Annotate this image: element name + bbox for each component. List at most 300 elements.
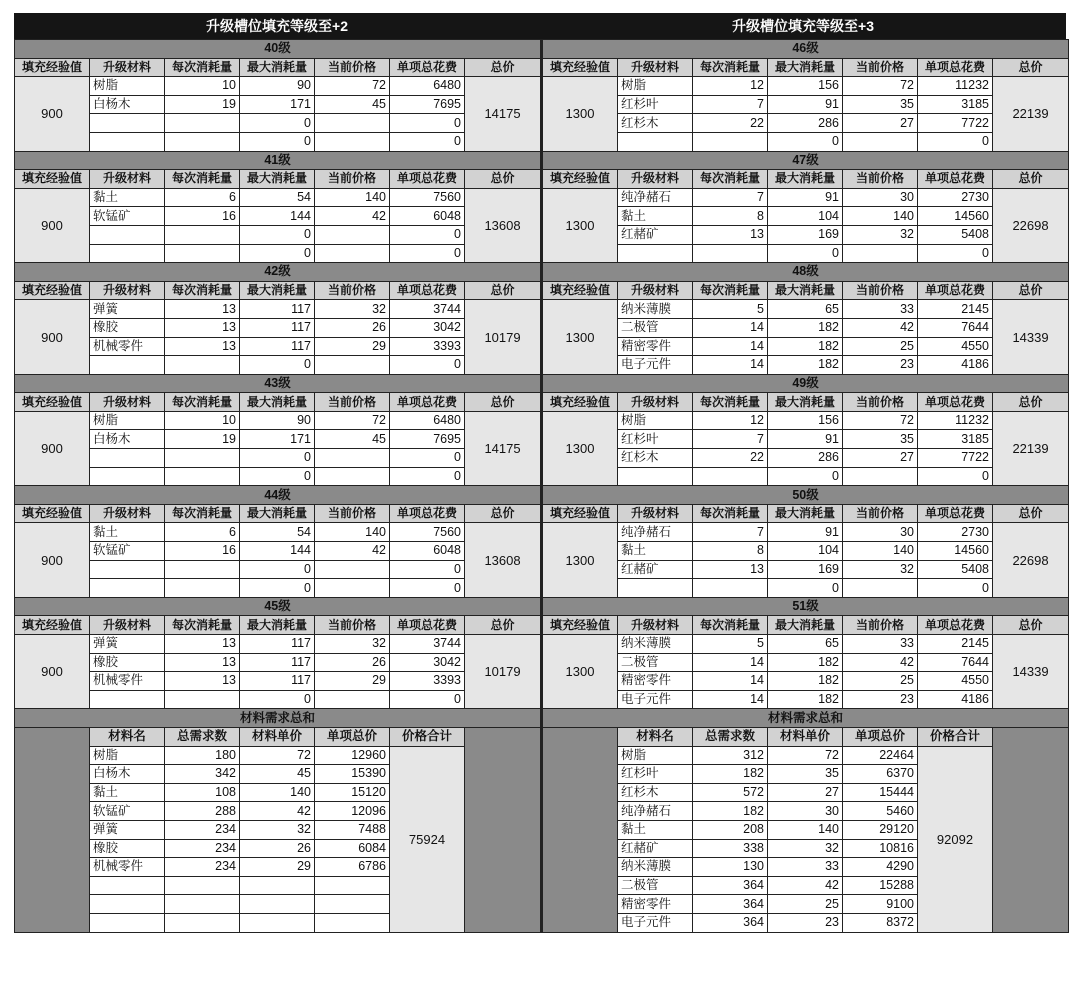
value-cell[interactable]: 42 xyxy=(315,207,390,226)
value-cell[interactable]: 3393 xyxy=(390,337,465,356)
value-cell[interactable]: 54 xyxy=(240,188,315,207)
value-cell[interactable]: 144 xyxy=(240,207,315,226)
summary-value-cell[interactable]: 130 xyxy=(693,858,768,877)
value-cell[interactable]: 30 xyxy=(843,523,918,542)
summary-value-cell[interactable]: 364 xyxy=(693,895,768,914)
summary-value-cell[interactable]: 108 xyxy=(165,783,240,802)
value-cell[interactable] xyxy=(843,579,918,598)
summary-material-cell[interactable]: 红杉木 xyxy=(618,783,693,802)
summary-value-cell[interactable]: 25 xyxy=(768,895,843,914)
value-cell[interactable]: 2145 xyxy=(918,635,993,654)
value-cell[interactable]: 0 xyxy=(240,560,315,579)
value-cell[interactable]: 117 xyxy=(240,672,315,691)
summary-value-cell[interactable]: 29120 xyxy=(843,820,918,839)
value-cell[interactable]: 4550 xyxy=(918,337,993,356)
summary-material-cell[interactable]: 二极管 xyxy=(618,876,693,895)
summary-material-cell[interactable] xyxy=(90,876,165,895)
value-cell[interactable]: 3042 xyxy=(390,653,465,672)
material-cell[interactable]: 红杉叶 xyxy=(618,95,693,114)
summary-material-cell[interactable]: 电子元件 xyxy=(618,913,693,932)
material-cell[interactable]: 红杉木 xyxy=(618,449,693,468)
summary-material-cell[interactable]: 纯净赭石 xyxy=(618,802,693,821)
summary-value-cell[interactable]: 8372 xyxy=(843,913,918,932)
value-cell[interactable]: 91 xyxy=(768,523,843,542)
column-header[interactable]: 最大消耗量 xyxy=(240,281,315,300)
value-cell[interactable]: 32 xyxy=(843,225,918,244)
value-cell[interactable]: 7560 xyxy=(390,188,465,207)
column-header[interactable]: 每次消耗量 xyxy=(165,616,240,635)
value-cell[interactable]: 0 xyxy=(390,560,465,579)
column-header[interactable]: 填充经验值 xyxy=(15,616,90,635)
material-cell[interactable]: 机械零件 xyxy=(90,672,165,691)
summary-value-cell[interactable]: 4290 xyxy=(843,858,918,877)
value-cell[interactable]: 0 xyxy=(390,467,465,486)
summary-value-cell[interactable]: 6084 xyxy=(315,839,390,858)
value-cell[interactable]: 26 xyxy=(315,653,390,672)
level-header[interactable]: 42级 xyxy=(15,263,541,282)
value-cell[interactable]: 0 xyxy=(390,225,465,244)
level-header[interactable]: 50级 xyxy=(543,486,1069,505)
value-cell[interactable]: 0 xyxy=(390,244,465,263)
value-cell[interactable]: 7644 xyxy=(918,653,993,672)
column-header[interactable]: 每次消耗量 xyxy=(165,170,240,189)
total-price-cell[interactable]: 14175 xyxy=(465,411,541,485)
value-cell[interactable]: 13 xyxy=(165,635,240,654)
column-header[interactable]: 最大消耗量 xyxy=(240,170,315,189)
material-cell[interactable] xyxy=(618,132,693,151)
column-header[interactable]: 升级材料 xyxy=(90,281,165,300)
value-cell[interactable]: 23 xyxy=(843,356,918,375)
material-cell[interactable]: 白杨木 xyxy=(90,430,165,449)
value-cell[interactable]: 0 xyxy=(390,690,465,709)
summary-value-cell[interactable]: 140 xyxy=(240,783,315,802)
value-cell[interactable]: 117 xyxy=(240,635,315,654)
summary-value-cell[interactable]: 27 xyxy=(768,783,843,802)
summary-material-cell[interactable]: 弹簧 xyxy=(90,820,165,839)
fill-exp-cell[interactable]: 1300 xyxy=(543,188,618,262)
summary-column-header[interactable]: 材料名 xyxy=(90,727,165,746)
material-cell[interactable]: 橡胶 xyxy=(90,653,165,672)
value-cell[interactable]: 140 xyxy=(315,523,390,542)
summary-material-cell[interactable]: 白杨木 xyxy=(90,765,165,784)
summary-value-cell[interactable]: 42 xyxy=(240,802,315,821)
material-cell[interactable]: 精密零件 xyxy=(618,672,693,691)
value-cell[interactable]: 32 xyxy=(315,300,390,319)
value-cell[interactable]: 7722 xyxy=(918,114,993,133)
column-header[interactable]: 每次消耗量 xyxy=(693,616,768,635)
summary-header[interactable]: 材料需求总和 xyxy=(543,709,1069,728)
value-cell[interactable]: 286 xyxy=(768,449,843,468)
value-cell[interactable]: 6480 xyxy=(390,411,465,430)
fill-exp-cell[interactable]: 1300 xyxy=(543,635,618,709)
value-cell[interactable]: 90 xyxy=(240,411,315,430)
level-header[interactable]: 41级 xyxy=(15,151,541,170)
value-cell[interactable]: 7 xyxy=(693,95,768,114)
summary-value-cell[interactable]: 29 xyxy=(240,858,315,877)
material-cell[interactable] xyxy=(90,690,165,709)
value-cell[interactable]: 156 xyxy=(768,411,843,430)
column-header[interactable]: 最大消耗量 xyxy=(768,58,843,77)
column-header[interactable]: 当前价格 xyxy=(843,58,918,77)
value-cell[interactable]: 33 xyxy=(843,635,918,654)
value-cell[interactable]: 0 xyxy=(240,244,315,263)
column-header[interactable]: 填充经验值 xyxy=(15,504,90,523)
column-header[interactable]: 单项总花费 xyxy=(390,616,465,635)
value-cell[interactable]: 6048 xyxy=(390,542,465,561)
value-cell[interactable]: 7560 xyxy=(390,523,465,542)
material-cell[interactable]: 二极管 xyxy=(618,653,693,672)
column-header[interactable]: 填充经验值 xyxy=(543,281,618,300)
value-cell[interactable]: 8 xyxy=(693,542,768,561)
summary-value-cell[interactable]: 140 xyxy=(768,820,843,839)
value-cell[interactable]: 0 xyxy=(240,467,315,486)
value-cell[interactable]: 6048 xyxy=(390,207,465,226)
summary-value-cell[interactable]: 15288 xyxy=(843,876,918,895)
value-cell[interactable]: 90 xyxy=(240,77,315,96)
value-cell[interactable]: 30 xyxy=(843,188,918,207)
column-header[interactable]: 升级材料 xyxy=(618,393,693,412)
column-header[interactable]: 每次消耗量 xyxy=(165,58,240,77)
column-header[interactable]: 升级材料 xyxy=(618,170,693,189)
value-cell[interactable]: 3393 xyxy=(390,672,465,691)
summary-material-cell[interactable]: 黏土 xyxy=(90,783,165,802)
material-cell[interactable] xyxy=(90,356,165,375)
value-cell[interactable]: 0 xyxy=(240,579,315,598)
value-cell[interactable]: 2730 xyxy=(918,523,993,542)
summary-value-cell[interactable] xyxy=(165,876,240,895)
value-cell[interactable]: 13 xyxy=(693,225,768,244)
total-price-cell[interactable]: 13608 xyxy=(465,523,541,597)
column-header[interactable]: 最大消耗量 xyxy=(240,58,315,77)
value-cell[interactable]: 117 xyxy=(240,300,315,319)
material-cell[interactable]: 黏土 xyxy=(90,188,165,207)
summary-material-cell[interactable]: 树脂 xyxy=(618,746,693,765)
total-price-cell[interactable]: 10179 xyxy=(465,635,541,709)
value-cell[interactable]: 33 xyxy=(843,300,918,319)
summary-value-cell[interactable]: 182 xyxy=(693,802,768,821)
value-cell[interactable] xyxy=(165,449,240,468)
value-cell[interactable] xyxy=(315,356,390,375)
value-cell[interactable] xyxy=(165,114,240,133)
value-cell[interactable]: 25 xyxy=(843,672,918,691)
value-cell[interactable]: 42 xyxy=(843,653,918,672)
summary-value-cell[interactable]: 72 xyxy=(768,746,843,765)
summary-value-cell[interactable]: 15390 xyxy=(315,765,390,784)
column-header[interactable]: 最大消耗量 xyxy=(240,616,315,635)
value-cell[interactable]: 0 xyxy=(918,132,993,151)
column-header[interactable]: 升级材料 xyxy=(618,281,693,300)
value-cell[interactable]: 0 xyxy=(768,244,843,263)
value-cell[interactable]: 11232 xyxy=(918,411,993,430)
value-cell[interactable]: 0 xyxy=(240,114,315,133)
material-cell[interactable]: 精密零件 xyxy=(618,337,693,356)
fill-exp-cell[interactable]: 900 xyxy=(15,523,90,597)
value-cell[interactable]: 0 xyxy=(390,114,465,133)
value-cell[interactable]: 169 xyxy=(768,560,843,579)
value-cell[interactable] xyxy=(693,132,768,151)
material-cell[interactable] xyxy=(90,132,165,151)
fill-exp-cell[interactable]: 1300 xyxy=(543,77,618,151)
level-header[interactable]: 47级 xyxy=(543,151,1069,170)
column-header[interactable]: 当前价格 xyxy=(843,170,918,189)
column-header[interactable]: 总价 xyxy=(465,616,541,635)
value-cell[interactable]: 0 xyxy=(768,132,843,151)
value-cell[interactable]: 14 xyxy=(693,337,768,356)
column-header[interactable]: 每次消耗量 xyxy=(693,504,768,523)
value-cell[interactable]: 13 xyxy=(693,560,768,579)
value-cell[interactable]: 12 xyxy=(693,411,768,430)
value-cell[interactable]: 182 xyxy=(768,653,843,672)
value-cell[interactable]: 0 xyxy=(918,244,993,263)
column-header[interactable]: 升级材料 xyxy=(90,58,165,77)
summary-material-cell[interactable]: 红赭矿 xyxy=(618,839,693,858)
summary-value-cell[interactable]: 9100 xyxy=(843,895,918,914)
column-header[interactable]: 每次消耗量 xyxy=(693,393,768,412)
summary-value-cell[interactable]: 72 xyxy=(240,746,315,765)
material-cell[interactable]: 橡胶 xyxy=(90,318,165,337)
value-cell[interactable]: 27 xyxy=(843,449,918,468)
fill-exp-cell[interactable]: 1300 xyxy=(543,411,618,485)
value-cell[interactable] xyxy=(165,244,240,263)
value-cell[interactable]: 182 xyxy=(768,690,843,709)
summary-material-cell[interactable]: 黏土 xyxy=(618,820,693,839)
material-cell[interactable] xyxy=(618,467,693,486)
summary-material-cell[interactable]: 纳米薄膜 xyxy=(618,858,693,877)
value-cell[interactable] xyxy=(315,114,390,133)
column-header[interactable]: 单项总花费 xyxy=(390,504,465,523)
value-cell[interactable]: 65 xyxy=(768,300,843,319)
column-header[interactable]: 最大消耗量 xyxy=(768,616,843,635)
value-cell[interactable]: 5 xyxy=(693,300,768,319)
value-cell[interactable]: 144 xyxy=(240,542,315,561)
value-cell[interactable]: 35 xyxy=(843,95,918,114)
summary-value-cell[interactable] xyxy=(315,876,390,895)
fill-exp-cell[interactable]: 900 xyxy=(15,635,90,709)
summary-material-cell[interactable]: 红杉叶 xyxy=(618,765,693,784)
value-cell[interactable]: 8 xyxy=(693,207,768,226)
column-header[interactable]: 最大消耗量 xyxy=(768,393,843,412)
column-header[interactable]: 每次消耗量 xyxy=(165,281,240,300)
fill-exp-cell[interactable]: 900 xyxy=(15,300,90,374)
column-header[interactable]: 总价 xyxy=(465,504,541,523)
summary-value-cell[interactable]: 30 xyxy=(768,802,843,821)
value-cell[interactable]: 286 xyxy=(768,114,843,133)
value-cell[interactable] xyxy=(693,467,768,486)
column-header[interactable]: 总价 xyxy=(993,504,1069,523)
column-header[interactable]: 填充经验值 xyxy=(543,504,618,523)
summary-value-cell[interactable]: 32 xyxy=(768,839,843,858)
column-header[interactable]: 最大消耗量 xyxy=(768,170,843,189)
column-header[interactable]: 总价 xyxy=(465,281,541,300)
fill-exp-cell[interactable]: 900 xyxy=(15,77,90,151)
value-cell[interactable]: 5408 xyxy=(918,225,993,244)
level-header[interactable]: 49级 xyxy=(543,374,1069,393)
value-cell[interactable]: 140 xyxy=(843,542,918,561)
summary-value-cell[interactable]: 26 xyxy=(240,839,315,858)
value-cell[interactable]: 171 xyxy=(240,95,315,114)
summary-value-cell[interactable]: 572 xyxy=(693,783,768,802)
value-cell[interactable]: 19 xyxy=(165,430,240,449)
column-header[interactable]: 当前价格 xyxy=(315,281,390,300)
value-cell[interactable] xyxy=(165,467,240,486)
column-header[interactable]: 单项总花费 xyxy=(918,58,993,77)
material-cell[interactable] xyxy=(90,449,165,468)
summary-value-cell[interactable]: 312 xyxy=(693,746,768,765)
value-cell[interactable] xyxy=(165,560,240,579)
summary-material-cell[interactable]: 机械零件 xyxy=(90,858,165,877)
summary-value-cell[interactable]: 208 xyxy=(693,820,768,839)
material-cell[interactable]: 纯净赭石 xyxy=(618,188,693,207)
summary-grey-cell[interactable] xyxy=(15,727,90,932)
summary-column-header[interactable]: 总需求数 xyxy=(165,727,240,746)
summary-column-header[interactable]: 单项总价 xyxy=(843,727,918,746)
value-cell[interactable] xyxy=(843,132,918,151)
column-header[interactable]: 当前价格 xyxy=(315,616,390,635)
material-cell[interactable]: 树脂 xyxy=(90,77,165,96)
value-cell[interactable]: 4186 xyxy=(918,356,993,375)
column-header[interactable]: 单项总花费 xyxy=(918,393,993,412)
value-cell[interactable]: 91 xyxy=(768,430,843,449)
summary-value-cell[interactable]: 32 xyxy=(240,820,315,839)
material-cell[interactable]: 软锰矿 xyxy=(90,207,165,226)
value-cell[interactable]: 117 xyxy=(240,337,315,356)
value-cell[interactable]: 13 xyxy=(165,337,240,356)
column-header[interactable]: 每次消耗量 xyxy=(165,504,240,523)
summary-material-cell[interactable] xyxy=(90,913,165,932)
value-cell[interactable]: 7695 xyxy=(390,95,465,114)
summary-material-cell[interactable] xyxy=(90,895,165,914)
material-cell[interactable]: 红杉木 xyxy=(618,114,693,133)
summary-value-cell[interactable]: 6786 xyxy=(315,858,390,877)
material-cell[interactable]: 电子元件 xyxy=(618,690,693,709)
value-cell[interactable]: 182 xyxy=(768,356,843,375)
material-cell[interactable] xyxy=(618,244,693,263)
value-cell[interactable]: 140 xyxy=(843,207,918,226)
material-cell[interactable]: 红赭矿 xyxy=(618,560,693,579)
level-header[interactable]: 45级 xyxy=(15,597,541,616)
value-cell[interactable] xyxy=(693,579,768,598)
column-header[interactable]: 填充经验值 xyxy=(543,170,618,189)
summary-value-cell[interactable] xyxy=(240,876,315,895)
summary-column-header[interactable]: 材料单价 xyxy=(768,727,843,746)
value-cell[interactable]: 0 xyxy=(240,225,315,244)
value-cell[interactable] xyxy=(843,244,918,263)
summary-value-cell[interactable]: 33 xyxy=(768,858,843,877)
value-cell[interactable]: 0 xyxy=(918,467,993,486)
summary-material-cell[interactable]: 橡胶 xyxy=(90,839,165,858)
column-header[interactable]: 当前价格 xyxy=(315,58,390,77)
value-cell[interactable]: 65 xyxy=(768,635,843,654)
summary-value-cell[interactable] xyxy=(165,913,240,932)
value-cell[interactable]: 3744 xyxy=(390,635,465,654)
total-price-cell[interactable]: 13608 xyxy=(465,188,541,262)
column-header[interactable]: 单项总花费 xyxy=(390,281,465,300)
value-cell[interactable]: 54 xyxy=(240,523,315,542)
value-cell[interactable]: 25 xyxy=(843,337,918,356)
summary-value-cell[interactable]: 22464 xyxy=(843,746,918,765)
value-cell[interactable] xyxy=(315,579,390,598)
column-header[interactable]: 升级材料 xyxy=(90,170,165,189)
value-cell[interactable]: 0 xyxy=(240,690,315,709)
value-cell[interactable]: 0 xyxy=(240,132,315,151)
column-header[interactable]: 最大消耗量 xyxy=(240,504,315,523)
value-cell[interactable]: 32 xyxy=(843,560,918,579)
value-cell[interactable]: 14560 xyxy=(918,207,993,226)
value-cell[interactable]: 16 xyxy=(165,542,240,561)
material-cell[interactable] xyxy=(90,560,165,579)
summary-value-cell[interactable]: 5460 xyxy=(843,802,918,821)
value-cell[interactable]: 0 xyxy=(240,356,315,375)
value-cell[interactable]: 0 xyxy=(390,449,465,468)
summary-value-cell[interactable]: 45 xyxy=(240,765,315,784)
value-cell[interactable]: 13 xyxy=(165,318,240,337)
summary-header[interactable]: 材料需求总和 xyxy=(15,709,541,728)
value-cell[interactable]: 45 xyxy=(315,430,390,449)
value-cell[interactable] xyxy=(165,579,240,598)
column-header[interactable]: 每次消耗量 xyxy=(165,393,240,412)
column-header[interactable]: 最大消耗量 xyxy=(240,393,315,412)
column-header[interactable]: 每次消耗量 xyxy=(693,281,768,300)
fill-exp-cell[interactable]: 900 xyxy=(15,411,90,485)
value-cell[interactable]: 91 xyxy=(768,188,843,207)
value-cell[interactable]: 10 xyxy=(165,77,240,96)
column-header[interactable]: 填充经验值 xyxy=(543,58,618,77)
summary-value-cell[interactable]: 15444 xyxy=(843,783,918,802)
value-cell[interactable]: 169 xyxy=(768,225,843,244)
column-header[interactable]: 填充经验值 xyxy=(543,616,618,635)
material-cell[interactable]: 弹簧 xyxy=(90,300,165,319)
summary-value-cell[interactable]: 35 xyxy=(768,765,843,784)
value-cell[interactable]: 13 xyxy=(165,653,240,672)
column-header[interactable]: 单项总花费 xyxy=(390,58,465,77)
value-cell[interactable]: 4186 xyxy=(918,690,993,709)
value-cell[interactable]: 22 xyxy=(693,114,768,133)
column-header[interactable]: 当前价格 xyxy=(843,616,918,635)
level-header[interactable]: 46级 xyxy=(543,40,1069,59)
value-cell[interactable] xyxy=(315,560,390,579)
value-cell[interactable]: 2730 xyxy=(918,188,993,207)
value-cell[interactable]: 156 xyxy=(768,77,843,96)
total-price-cell[interactable]: 14175 xyxy=(465,77,541,151)
value-cell[interactable] xyxy=(165,225,240,244)
summary-value-cell[interactable] xyxy=(315,895,390,914)
value-cell[interactable]: 117 xyxy=(240,653,315,672)
column-header[interactable]: 总价 xyxy=(465,170,541,189)
fill-exp-cell[interactable]: 1300 xyxy=(543,300,618,374)
column-header[interactable]: 升级材料 xyxy=(90,616,165,635)
summary-value-cell[interactable]: 342 xyxy=(165,765,240,784)
value-cell[interactable]: 11232 xyxy=(918,77,993,96)
material-cell[interactable]: 黏土 xyxy=(90,523,165,542)
value-cell[interactable]: 5 xyxy=(693,635,768,654)
summary-grey-cell[interactable] xyxy=(543,727,618,932)
column-header[interactable]: 总价 xyxy=(465,393,541,412)
value-cell[interactable] xyxy=(315,244,390,263)
material-cell[interactable] xyxy=(90,225,165,244)
value-cell[interactable]: 0 xyxy=(768,579,843,598)
value-cell[interactable] xyxy=(315,467,390,486)
material-cell[interactable]: 树脂 xyxy=(618,411,693,430)
material-cell[interactable]: 树脂 xyxy=(90,411,165,430)
summary-material-cell[interactable]: 精密零件 xyxy=(618,895,693,914)
value-cell[interactable]: 42 xyxy=(315,542,390,561)
value-cell[interactable]: 91 xyxy=(768,95,843,114)
column-header[interactable]: 总价 xyxy=(993,616,1069,635)
value-cell[interactable]: 14 xyxy=(693,356,768,375)
value-cell[interactable] xyxy=(843,467,918,486)
summary-value-cell[interactable]: 234 xyxy=(165,858,240,877)
summary-value-cell[interactable]: 364 xyxy=(693,876,768,895)
